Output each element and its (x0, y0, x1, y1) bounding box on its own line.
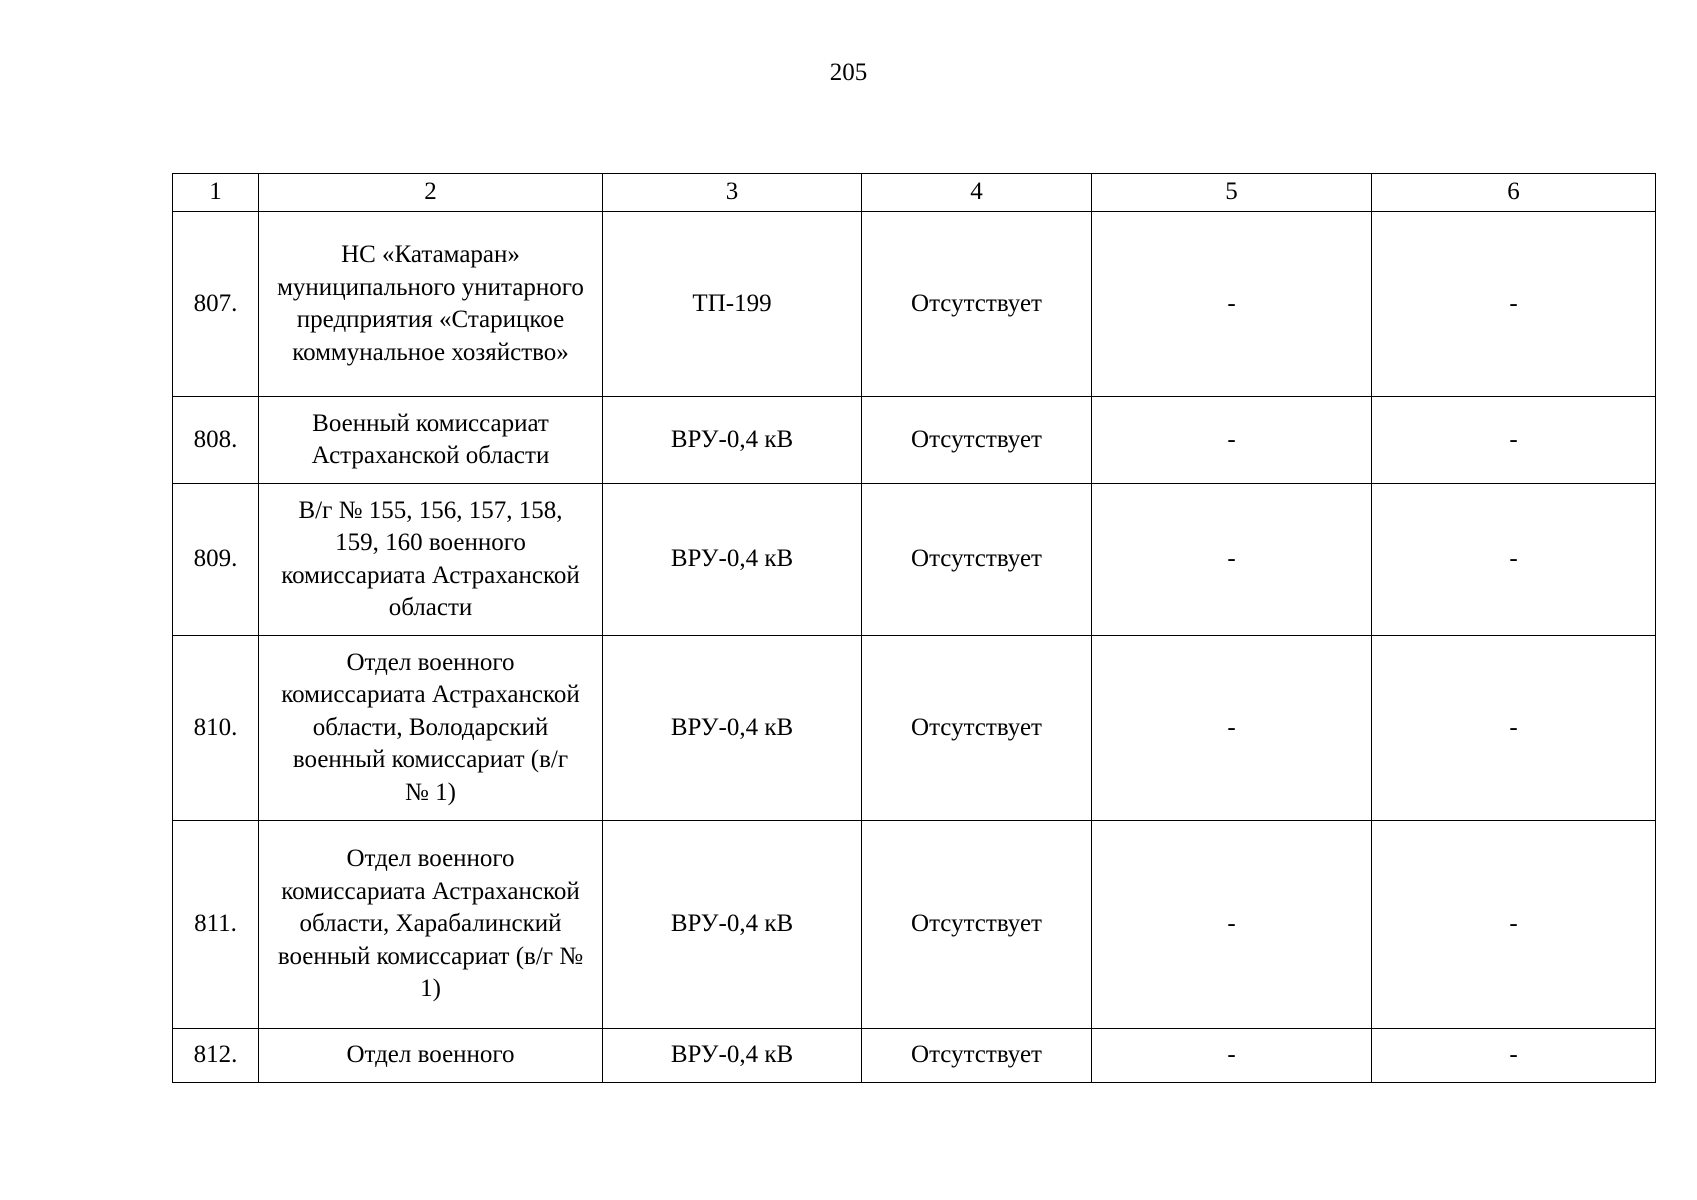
status-cell: Отсутствует (862, 397, 1092, 484)
header-cell-6: 6 (1372, 174, 1656, 212)
power-source-cell: ТП-199 (603, 212, 862, 397)
column-5-cell: - (1092, 212, 1372, 397)
object-name-cell: НС «Катамаран» муниципального унитарного предприятия «Старицкое коммунальное хозяйство» (259, 212, 603, 397)
header-row (173, 174, 1656, 212)
header-cell-5: 5 (1092, 174, 1372, 212)
column-5-cell: - (1092, 821, 1372, 1029)
object-name-cell: Отдел военного комиссариата Астраханской области, Харабалинский военный комиссариат (в/г № 1) (259, 821, 603, 1029)
page-number: 205 (829, 59, 868, 86)
object-name-cell: В/г № 155, 156, 157, 158, 159, 160 военного комиссариата Астраханской области (259, 484, 603, 636)
row-number-cell: 810. (173, 636, 259, 821)
column-6-cell: - (1372, 821, 1656, 1029)
table-header (173, 174, 1656, 212)
object-name-cell: Военный комиссариат Астраханской области (259, 397, 603, 484)
column-5-cell: - (1092, 397, 1372, 484)
column-6-cell: - (1372, 212, 1656, 397)
power-source-cell: ВРУ-0,4 кВ (603, 636, 862, 821)
table-row (173, 212, 1656, 397)
power-source-cell: ВРУ-0,4 кВ (603, 484, 862, 636)
column-5-cell: - (1092, 636, 1372, 821)
column-5-cell: - (1092, 1029, 1372, 1083)
status-cell: Отсутствует (862, 821, 1092, 1029)
status-cell: Отсутствует (862, 484, 1092, 636)
column-6-cell: - (1372, 397, 1656, 484)
header-cell-3: 3 (603, 174, 862, 212)
object-name-cell: Отдел военного (259, 1029, 603, 1083)
table-row (173, 397, 1656, 484)
row-number-cell: 807. (173, 212, 259, 397)
power-source-cell: ВРУ-0,4 кВ (603, 1029, 862, 1083)
object-name-cell: Отдел военного комиссариата Астраханской области, Володарский военный комиссариат (в/г № 1) (259, 636, 603, 821)
header-cell-1: 1 (173, 174, 259, 212)
column-6-cell: - (1372, 636, 1656, 821)
power-source-cell: ВРУ-0,4 кВ (603, 397, 862, 484)
registry-table (172, 173, 1656, 1083)
table-row (173, 821, 1656, 1029)
header-cell-2: 2 (259, 174, 603, 212)
power-source-cell: ВРУ-0,4 кВ (603, 821, 862, 1029)
column-6-cell: - (1372, 1029, 1656, 1083)
row-number-cell: 808. (173, 397, 259, 484)
table-row (173, 484, 1656, 636)
status-cell: Отсутствует (862, 1029, 1092, 1083)
status-cell: Отсутствует (862, 636, 1092, 821)
table-row (173, 636, 1656, 821)
column-6-cell: - (1372, 484, 1656, 636)
column-5-cell: - (1092, 484, 1372, 636)
header-cell-4: 4 (862, 174, 1092, 212)
row-number-cell: 812. (173, 1029, 259, 1083)
row-number-cell: 809. (173, 484, 259, 636)
table-body (173, 212, 1656, 1083)
status-cell: Отсутствует (862, 212, 1092, 397)
row-number-cell: 811. (173, 821, 259, 1029)
table-row (173, 1029, 1656, 1083)
